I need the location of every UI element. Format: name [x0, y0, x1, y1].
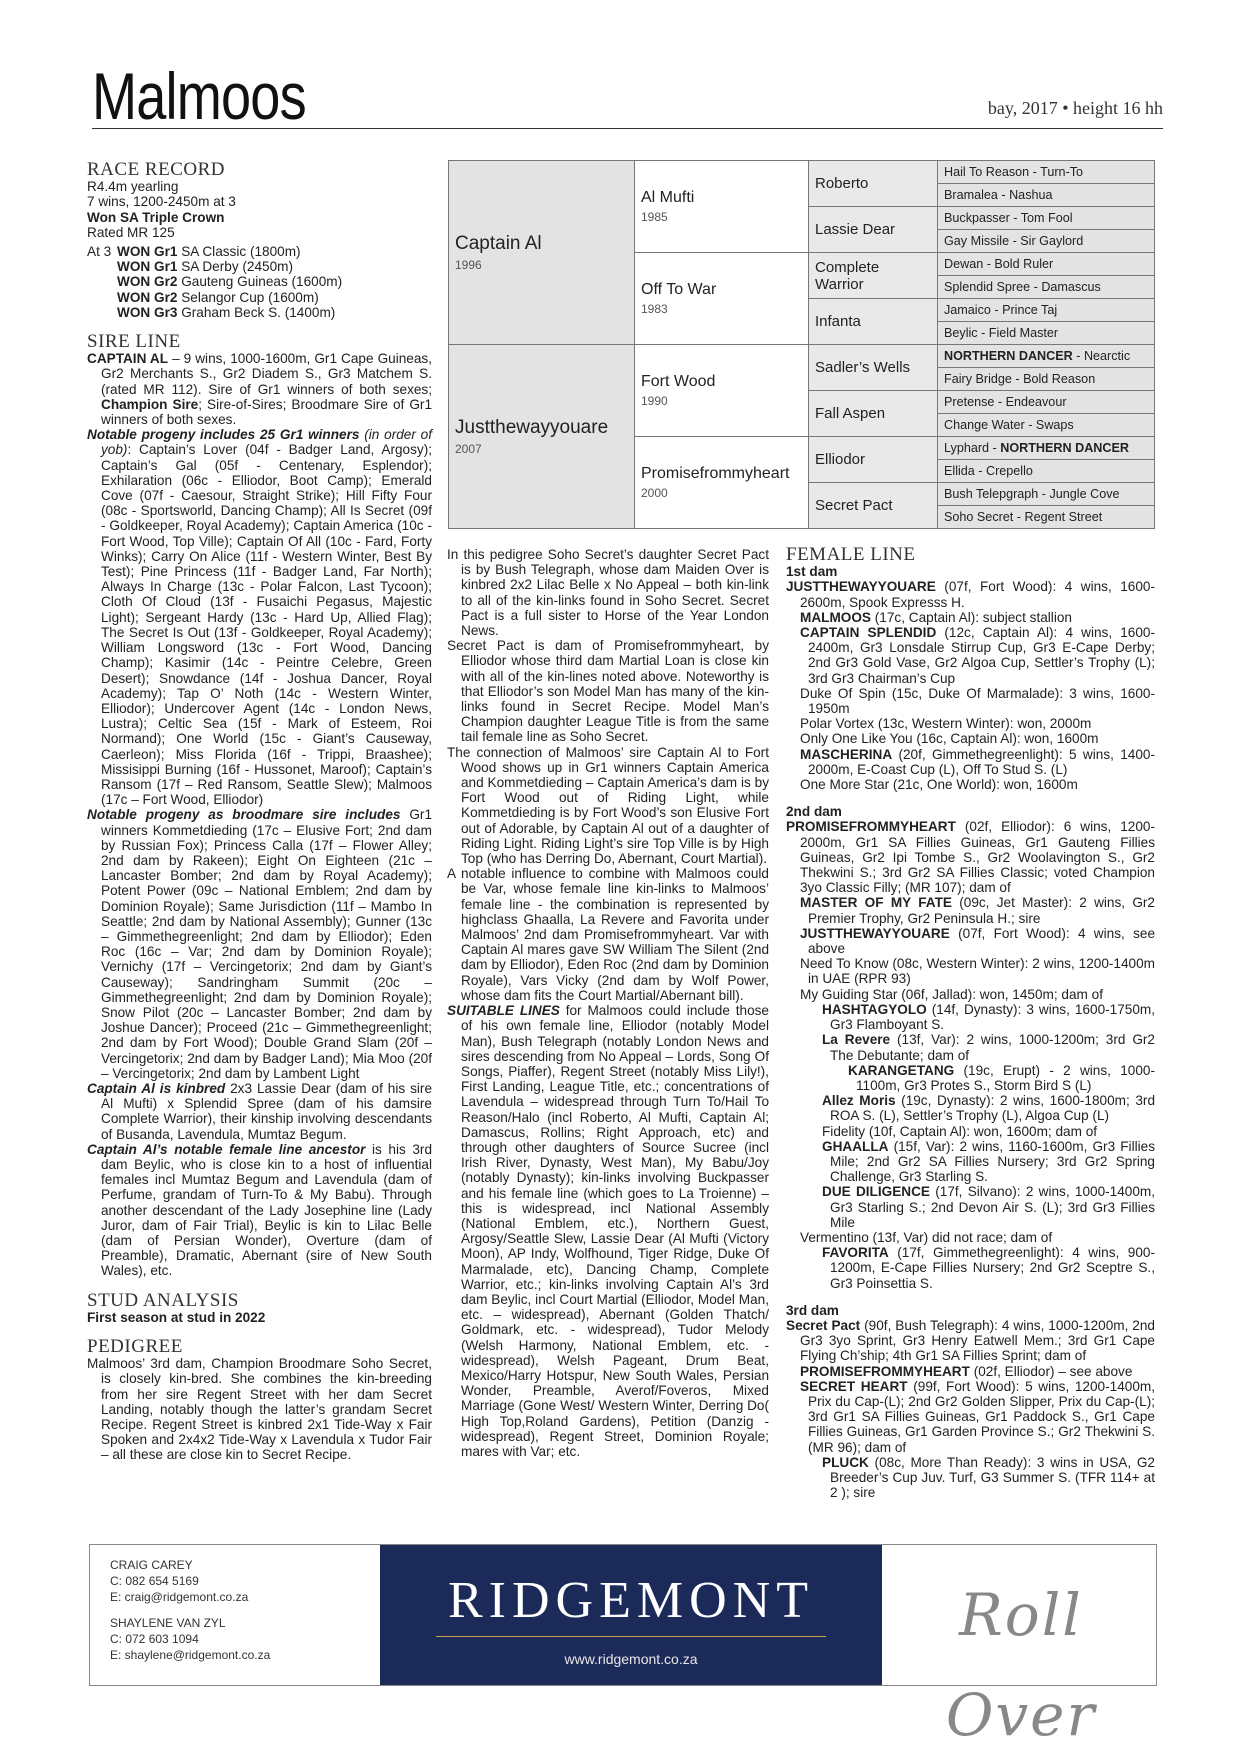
- broodmare-lead: Notable progeny as broodmare sire includes: [87, 807, 401, 823]
- sire-line-heading: SIRE LINE: [87, 331, 181, 353]
- grade: WON Gr2: [117, 274, 178, 290]
- ancestor-cell: [938, 414, 1155, 437]
- horse-record: (12c, Captain Al): 4 wins, 1600-2400m, Gr3 Lonsdale Stirrup Cup, Gr3 E-Cape Derby; 2nd Gr3 Gold Vase, Gr2 Algoa Cup, Settler’s Trophy (L); 3rd Gr3 Chairman’s Cup: [808, 625, 1155, 686]
- great-grandparent-cell: [809, 345, 938, 391]
- ancestor-name: Pretense - Endeavour: [944, 395, 1067, 409]
- great-grandparent-cell: [809, 253, 938, 299]
- ancestor-name: Fairy Bridge - Bold Reason: [944, 372, 1096, 386]
- pedigree-heading: PEDIGREE: [87, 1336, 183, 1358]
- horse-record: (08c, More Than Ready): 3 wins in USA, G2 Breeder’s Cup Juv. Turf, G3 Summer S. (TFR 114+ at 2 ); sire: [830, 1454, 1155, 1501]
- second-dam-list: [786, 819, 1155, 1290]
- horse-record: Need To Know (08c, Western Winter): 2 wins, 1200-1400m in UAE (RPR 93): [800, 956, 1155, 987]
- contacts: [110, 1557, 270, 1663]
- at3-label: At 3: [87, 244, 112, 260]
- female-line-column: [786, 544, 1156, 1501]
- dam-heading: 3rd dam: [786, 1302, 839, 1318]
- great-grandparent-cell: [809, 299, 938, 345]
- pedigree-section: [87, 1336, 432, 1463]
- contact-name: SHAYLENE VAN ZYL: [110, 1616, 226, 1630]
- ancestor-name: Beylic - Field Master: [944, 326, 1059, 340]
- page-title: Malmoos: [92, 59, 306, 133]
- horse-name: FAVORITA: [822, 1245, 889, 1261]
- race-record-section: [87, 159, 432, 320]
- broodmare-list: Gr1 winners Kommetdieding (17c – Elusive Fort; 2nd dam by Russian Fox); Princess Calla (17f – Flower Alley; 2nd dam by Rakeen); Eight On Eighteen (21c – Lancaster Bomber; 2nd dam by Royal Academy); Potent Power (09c – National Emblem; 2nd dam by Dominion Royale); Same Jurisdiction (11f – Mambo In Seattle; 2nd dam by National Assembly); Gunner (13c – Gimmethegreenlight; 2nd dam by Elliodor); Eden Roc (16c – Var; 2nd dam by Dominion Royale); Vernichy (17f – Vercingetorix; 2nd dam by Giant’s Causeway); Sandringham Summit (20c – Gimmethegreenlight; 2nd dam by Dominion Royale); Snow Pilot (20c – Lancaster Bomber; 2nd dam by Joshue Dancer); Proceed (21c – Gimmethegreenlight; 2nd dam by Fort Wood); Double Grand Slam (20f – Vercingetorix; 2nd dam by Badger Land); Mia Moo (20f – Vercingetorix; 2nd dam by Lambent Light: [101, 807, 432, 1081]
- grade: WON Gr1: [117, 244, 178, 260]
- great-grandparent-cell: [809, 391, 938, 437]
- horse-record: (17f, Gimmethegreenlight): 4 wins, 900-1200m, E-Cape Fillies Nursery; 2nd Gr2 Sceptre S., Gr3 Poinsettia S.: [830, 1245, 1155, 1291]
- horse-name: DUE DILIGENCE: [822, 1184, 930, 1200]
- race-name: SA Classic (1800m): [177, 244, 301, 260]
- great-grandparent-cell-name: Lassie Dear: [815, 221, 896, 238]
- ancestor-name: Gay Missile - Sir Gaylord: [944, 234, 1084, 248]
- female-line-entry: [786, 579, 1155, 609]
- race-win: [117, 305, 342, 320]
- contact-name: CRAIG CAREY: [110, 1558, 193, 1572]
- sire-name: CAPTAIN AL: [87, 351, 169, 367]
- sire-dam-cell: [449, 161, 635, 345]
- ancestor-sire: NORTHERN DANCER: [1000, 441, 1129, 455]
- race-name: SA Derby (2450m): [177, 259, 294, 275]
- grandparent-cell: [635, 161, 809, 253]
- horse-name: CAPTAIN SPLENDID: [800, 625, 937, 641]
- horse-record: (13f, Var): 2 wins, 1000-1200m; 3rd Gr2 The Debutante; dam of: [830, 1032, 1155, 1063]
- horse-record: My Guiding Star (06f, Jallad): won, 1450m; dam of: [800, 986, 1103, 1002]
- race-record-line: 7 wins, 1200-2450m at 3: [87, 194, 236, 210]
- ancestor-cell: [938, 506, 1155, 529]
- female-line-entry: [786, 625, 1155, 686]
- ancestor-name: Change Water - Swaps: [944, 418, 1074, 432]
- race-win: [117, 274, 342, 289]
- grandparent-cell-year: 1990: [641, 394, 668, 408]
- grandparent-cell-year: 1983: [641, 302, 668, 316]
- horse-name: SECRET HEART: [800, 1378, 908, 1394]
- ancestor-cell: [938, 253, 1155, 276]
- horse-name: PLUCK: [822, 1454, 869, 1470]
- female-line-entry: [786, 987, 1155, 1002]
- ancestor-cell: [938, 345, 1155, 368]
- ancestor-lead: Captain Al’s notable female line ancestor: [87, 1141, 366, 1157]
- pedigree-table: [448, 160, 1155, 529]
- ancestor-cell: [938, 230, 1155, 253]
- horse-record: (90f, Bush Telegraph): 4 wins, 1000-1200m, 2nd Gr3 3yo Sprint, Gr3 Henry Eatwell Mem.; 3rd Gr1 Cape Flying Ch’ship; 4th Gr1 SA Fillies Sprint; dam of: [800, 1317, 1155, 1364]
- ancestor-paragraph: [87, 1142, 432, 1279]
- female-line-entry: [786, 1002, 1155, 1032]
- suitable-lines-paragraph: [447, 1003, 769, 1459]
- wins-list: [117, 244, 342, 320]
- horse-name: PROMISEFROMMYHEART: [800, 1363, 970, 1379]
- female-line-entry: [786, 1318, 1155, 1364]
- ancestor-text: is his 3rd dam Beylic, who is close kin to a host of influential females incl Mumtaz Begum and Lavendula (dam of Perfume, grandam of Turn-To & My Babu). Through another descendant of the Lady Josephine line (Lady Juror, dam of Fair Trial), Beylic is kin to Lilac Belle (dam of Persian Wonder), Overture (dam of Preamble), Dramatic, Abernant (sire of New South Wales), etc.: [101, 1141, 433, 1279]
- ancestor-name: Splendid Spree - Damascus: [944, 280, 1101, 294]
- great-grandparent-cell-name: Infanta: [815, 313, 861, 330]
- female-line-entry: [786, 1364, 1155, 1379]
- horse-record: (20f, Gimmethegreenlight): 5 wins, 1400-2000m, E-Coast Cup (L), Off To Stud S. (L): [808, 746, 1155, 777]
- analysis-paragraph: Secret Pact is dam of Promisefrommyheart, by Elliodor whose third dam Martial Loan is close kin with all of the kin-lines noted above. Noteworthy is that Elliodor’s son Model Man has many of the kin-links found in Secret Recipe. Model Man’s Champion daughter League Title is from the same tail female line as Soho Secret.: [447, 638, 769, 745]
- female-line-entry: [786, 777, 1155, 792]
- female-line-entry: [786, 895, 1155, 925]
- analysis-paragraph: A notable influence to combine with Malmoos could be Var, whose female line kin-links to Malmoos’ female line - the combination is represented by highclass Ghaalla, La Revere and Favorita under Malmoos’ 2nd dam Promisefrommyheart. Var with Captain Al mares gave SW William The Silent (2nd dam by Elliodor), Eden Roc (2nd dam by Dominion Royale), Vars Vicky (2nd dam by Wolf Power, whose dam fits the Court Martial/Abernant bill).: [447, 866, 769, 1003]
- signature-logo: Roll Over: [945, 1581, 1097, 1749]
- horse-record: (17c, Captain Al): subject stallion: [870, 609, 1072, 625]
- ancestor-name: Jamaico - Prince Taj: [944, 303, 1058, 317]
- middle-column: [447, 547, 769, 1459]
- sire-dam-cell-name: Justthewayyouare: [455, 417, 609, 438]
- great-grandparent-cell: [809, 207, 938, 253]
- ancestor-cell: [938, 207, 1155, 230]
- ancestor-cell: [938, 483, 1155, 506]
- horse-record: (19c, Erupt) - 2 wins, 1000-1100m, Gr3 Protes S., Storm Bird S (L): [856, 1062, 1155, 1093]
- sire-line-section: [87, 331, 433, 1279]
- ancestor-cell: [938, 391, 1155, 414]
- contact-phone: C: 082 654 5169: [110, 1574, 199, 1588]
- grandparent-cell-name: Al Mufti: [641, 189, 695, 206]
- grade: WON Gr1: [117, 259, 178, 275]
- suitable-lines-text: for Malmoos could include those of his own female line, Elliodor (notably Model Man), Bush Telegraph (notably London News and sires descending from No Appeal – Lords, Song Of Songs, Piaffer), Regent Street (notably Miss Lily!), First Landing, League Title, etc.; concentrations of Lavendula – widespread through Turn To/Hail To Reason/Halo (incl Roberto, Al Mufti, Captain Al; Damascus, Rollins; Right Approach, etc) and through other daughters of Source Sucree (incl Irish River, Dynasty, West Man), My Babu/Joy (notably Dynasty); kin-links involving Buckpasser and his female line (which goes to La Troienne) – this is widespread, incl National Assembly (National Emblem, etc.), Northern Guest, Argosy/Seattle Slew, Lassie Dear (Al Mufti (Victory Moon), AP Indy, Wolfhound, Tiger Ridge, Duke Of Marmalade, etc), Dancing Champ, Complete Warrior, etc.; kin-links involving Captain Al’s 3rd dam Beylic, incl Court Martial (Elliodor, Model Man, etc. – widespread), Abernant (Golden Thatch/ Goldmark, etc. - widespread), Tudor Melody (Welsh Harmony, National Emblem, etc. - widespread), Welsh Pageant, Drum Beat, Mexico/Harry Hotspur, New South Wales, Persian Wonder, Preamble, Averof/Foveros, Mixed Marriage (Gone West/ Western Winter, Derring Do( High Top,Roland Gardens), Petition (Danzig - widespread), Regent Street, Dominion Royale; mares with Var; etc.: [461, 1003, 769, 1459]
- horse-name: Secret Pact: [786, 1317, 861, 1333]
- ridgemont-logo-block: [380, 1545, 882, 1685]
- left-column: [87, 159, 433, 1477]
- race-wins: [87, 244, 432, 320]
- sire-dam-cell-name: Captain Al: [455, 233, 542, 254]
- great-grandparent-cell-name: Elliodor: [815, 451, 866, 468]
- horse-name: GHAALLA: [822, 1138, 889, 1154]
- kinbred-paragraph: [87, 1081, 432, 1142]
- ancestor-name: Dewan - Bold Ruler: [944, 257, 1054, 271]
- brand-logo: RIDGEMONT: [448, 1572, 814, 1629]
- grandparent-cell-year: 1985: [641, 210, 668, 224]
- pedigree-text: Malmoos’ 3rd dam, Champion Broodmare Soho Secret, is closely kin-bred. She combines the kin-breeding from her sire Regent Street with her dam Secret Landing, notably though the latter’s grandam Secret Recipe. Regent Street is kinbred 2x1 Tide-Way x Fair Spoken and 2x4x2 Tide-Way x Lavendula x Tudor Fair – all these are close kin to Secret Recipe.: [87, 1356, 432, 1463]
- female-line-entry: [786, 1032, 1155, 1062]
- race-name: Gauteng Guineas (1600m): [177, 274, 343, 290]
- horse-name: MASCHERINA: [800, 746, 893, 762]
- sire-dam-cell: [449, 345, 635, 529]
- grandparent-cell-name: Off To War: [641, 281, 717, 298]
- ancestor-name: NORTHERN DANCER: [944, 349, 1073, 363]
- ancestor-cell: [938, 460, 1155, 483]
- ancestor-name: Soho Secret - Regent Street: [944, 510, 1103, 524]
- ancestor-name: Buckpasser - Tom Fool: [944, 211, 1073, 225]
- female-line-entry: [786, 956, 1155, 986]
- horse-description: bay, 2017 • height 16 hh: [987, 98, 1163, 118]
- horse-name: HASHTAGYOLO: [822, 1001, 927, 1017]
- horse-record: Only One Like You (16c, Captain Al): won, 1600m: [800, 731, 1099, 747]
- horse-record: Vermentino (13f, Var) did not race; dam of: [800, 1229, 1053, 1245]
- great-grandparent-cell-name: Fall Aspen: [815, 405, 886, 422]
- champion-sire: Champion Sire: [101, 396, 199, 412]
- female-line-entry: [786, 686, 1155, 716]
- logo-underline: [436, 1636, 826, 1637]
- header-rule: [92, 128, 1163, 129]
- footer-banner: [89, 1544, 1157, 1749]
- female-line-entry: [786, 610, 1155, 625]
- first-dam-list: [786, 579, 1155, 792]
- grandparent-cell: [635, 345, 809, 437]
- kinbred-lead: Captain Al is kinbred: [87, 1080, 226, 1096]
- horse-name: PROMISEFROMMYHEART: [786, 819, 956, 835]
- horse-record: (07f, Fort Wood): 4 wins, see above: [808, 925, 1155, 957]
- great-grandparent-cell-name: Roberto: [815, 175, 869, 192]
- triple-crown: Won SA Triple Crown: [87, 209, 225, 225]
- ancestor-cell: [938, 184, 1155, 207]
- website-link[interactable]: www.ridgemont.co.za: [564, 1651, 698, 1667]
- female-line-entry: [786, 1139, 1155, 1185]
- sire-text: – 9 wins, 1000-1600m, Gr1 Cape Guineas, Gr2 Merchants S., Gr2 Diadem S., Gr3 Matchem S. (rated MR 112). Sire of Gr1 winners of both sexes;: [101, 351, 432, 397]
- female-line-entry: [786, 1063, 1155, 1093]
- sire-dam-cell-year: 2007: [455, 442, 482, 456]
- rating: Rated MR 125: [87, 224, 175, 240]
- analysis-paragraph: The connection of Malmoos’ sire Captain Al to Fort Wood shows up in Gr1 winners Captain America and Kommetdieding – Captain America’s dam is by Fort Wood out of Riding Light, while Kommetdieding is by Fort Wood’s son Elusive Fort out of Adorable, by Captain Al out of a daughter of Riding Light. Riding Light’s sire Top Ville is by High Top (who has Derring Do, Abernant, Court Martial).: [447, 744, 769, 867]
- ancestor-name: Ellida - Crepello: [944, 464, 1033, 478]
- horse-record: (17f, Silvano): 2 wins, 1000-1400m, Gr3 Starling S.; 2nd Devon Air S. (L); 3rd Gr3 Fillies Mile: [830, 1184, 1155, 1230]
- ancestor-cell: [938, 276, 1155, 299]
- grade: WON Gr2: [117, 289, 178, 305]
- ancestor-cell: [938, 299, 1155, 322]
- grandparent-cell: [635, 253, 809, 345]
- broodmare-paragraph: [87, 807, 432, 1081]
- grandparent-cell-name: Promisefrommyheart: [641, 465, 790, 482]
- great-grandparent-cell: [809, 483, 938, 529]
- horse-record: (02f, Elliodor) – see above: [969, 1363, 1133, 1379]
- female-line-entry: [786, 1184, 1155, 1230]
- contact-email[interactable]: E: shaylene@ridgemont.co.za: [110, 1648, 271, 1662]
- female-line-entry: [786, 819, 1155, 895]
- grandparent-cell: [635, 437, 809, 529]
- horse-record: Duke Of Spin (15c, Duke Of Marmalade): 3 wins, 1600-1950m: [800, 685, 1155, 717]
- ancestor-name: Hail To Reason - Turn-To: [944, 165, 1084, 179]
- ancestor-name: Bramalea - Nashua: [944, 188, 1053, 202]
- ancestor-name: Bush Telepgraph - Jungle Cove: [944, 487, 1120, 501]
- stud-heading: STUD ANALYSIS: [87, 1289, 239, 1311]
- ancestor-cell: [938, 322, 1155, 345]
- dam-heading: 1st dam: [786, 564, 838, 580]
- female-line-entry: [786, 1455, 1155, 1501]
- horse-name: Allez Moris: [822, 1093, 896, 1109]
- sire-text: ; Sire-of-Sires; Broodmare Sire of Gr1 winners of both sexes.: [101, 396, 433, 428]
- grandparent-cell-year: 2000: [641, 486, 668, 500]
- stud-text: First season at stud in 2022: [87, 1309, 266, 1325]
- contact-email[interactable]: E: craig@ridgemont.co.za: [110, 1590, 249, 1604]
- horse-record: (09c, Jet Master): 2 wins, Gr2 Premier Trophy, Gr2 Peninsula H.; sire: [808, 895, 1155, 926]
- analysis-paragraph: In this pedigree Soho Secret’s daughter Secret Pact is by Bush Telegraph, whose dam Maiden Over is kinbred 2x2 Lilac Belle x No Appeal – both kin-link to all of the kin-links found in Soho Secret. Secret Pact is a full sister to Horse of the Year London News.: [447, 547, 769, 639]
- ancestor-cell: [938, 368, 1155, 391]
- sire-paragraph: [87, 351, 432, 427]
- suitable-lines-lead: SUITABLE LINES: [447, 1003, 560, 1019]
- female-line-entry: [786, 1230, 1155, 1245]
- progeny-paragraph: [87, 427, 432, 807]
- horse-record: (02f, Elliodor): 6 wins, 1200-2000m, Gr1 SA Fillies Guineas, Gr1 Gauteng Fillies Guineas, Gr2 Ipi Tombe S., Gr2 Woolavington S., Gr2 Thekwini S.; 3rd Gr2 SA Fillies Classic; voted Champion 3yo Classic Filly; (MR 107); dam of: [800, 819, 1155, 896]
- race-name: Selangor Cup (1600m): [177, 289, 319, 305]
- ancestor-name: Lyphard -: [944, 441, 1001, 455]
- horse-record: (19c, Dynasty): 2 wins, 1600-1800m; 3rd ROA S. (L), Settler’s Trophy (L), Algoa Cup (L): [830, 1093, 1156, 1124]
- great-grandparent-cell-name: Secret Pact: [815, 497, 893, 514]
- grade: WON Gr3: [117, 304, 178, 320]
- female-line-entry: [786, 731, 1155, 746]
- progeny-note: (in order of yob): [101, 427, 433, 458]
- ancestor-cell: [938, 437, 1155, 460]
- grandparent-cell-name: Fort Wood: [641, 373, 716, 390]
- race-win: [117, 244, 342, 259]
- race-record-heading: RACE RECORD: [87, 159, 225, 180]
- horse-record: Polar Vortex (13c, Western Winter): won, 2000m: [800, 716, 1092, 732]
- contact-phone: C: 072 603 1094: [110, 1632, 199, 1646]
- sire-dam-cell-year: 1996: [455, 258, 482, 272]
- horse-record: (99f, Fort Wood): 5 wins, 1200-1400m, Prix du Cap-(L); 2nd Gr2 Golden Slipper, Prix du Cap-(L); 3rd Gr1 SA Fillies Guineas, Gr1 Paddock S., Gr1 Cape Fillies Guineas, Gr1 Garden Province S.; Gr2 Thekwini S. (MR 96); dam of: [808, 1378, 1155, 1455]
- horse-name: JUSTTHEWAYYOUARE: [800, 925, 950, 941]
- great-grandparent-cell-name: Sadler’s Wells: [815, 359, 911, 376]
- female-line-entry: [786, 1124, 1155, 1139]
- race-win: [117, 259, 342, 274]
- female-line-heading: FEMALE LINE: [786, 544, 916, 565]
- female-line-entry: [786, 1379, 1155, 1455]
- great-grandparent-cell: [809, 161, 938, 207]
- female-line-entry: [786, 1245, 1155, 1291]
- horse-name: JUSTTHEWAYYOUARE: [786, 579, 936, 595]
- horse-record: (14f, Dynasty): 3 wins, 1600-1750m, Gr3 Flamboyant S.: [830, 1001, 1155, 1033]
- horse-record: (15f, Var): 2 wins, 1160-1600m, Gr3 Fillies Mile; 2nd Gr2 SA Fillies Nursery; 3rd Gr2 Spring Challenge, Gr3 Starling S.: [830, 1138, 1155, 1185]
- horse-name: MASTER OF MY FATE: [800, 895, 952, 911]
- great-grandparent-cell: [809, 437, 938, 483]
- horse-name: La Revere: [822, 1032, 891, 1048]
- horse-record: One More Star (21c, One World): won, 1600m: [800, 777, 1078, 793]
- female-line-entry: [786, 926, 1155, 956]
- horse-record: Fidelity (10f, Captain Al): won, 1600m; dam of: [822, 1123, 1098, 1139]
- third-dam-list: [786, 1318, 1155, 1500]
- progeny-lead: Notable progeny includes 25 Gr1 winners: [87, 427, 360, 443]
- progeny-list: : Captain’s Lover (04f - Badger Land, Argosy); Captain’s Gal (05f - Centenary, Esplendor); Exhilaration (06c - Elliodor, Boot Camp); Emerald Cove (07f - Caesour, Straight Strike); Hill Fifty Four (08c - Sportsworld, Dancing Champ); All Is Secret (09f - Goldkeeper, Royal Academy); Captain America (10c - Fort Wood, Top Ville); Captain Of All (10c - Fard, Forty Winks); Carry On Alice (11f - Western Winter, Best By Test); Pine Princess (11f - Badger Land, Far North); Always In Charge (13c - Polar Falcon, Last Tycoon); Cloth Of Cloud (13f - Fusaichi Pegasus, Majestic Light); Sergeant Hardy (13c - Hard Up, Allied Flag); The Secret Is Out (13f - Goldkeeper, Royal Academy); William Longsword (13c - Fort Wood, Dancing Champ); Kasimir (14c - Peintre Celebre, Green Desert); Snowdance (14f - Joshua Dancer, Royal Academy); Tap O’ Noth (14c - Western Winter, Elliodor); Undercover Agent (14c - London News, Lustra); Celtic Sea (15f - Mark of Esteem, Roi Normand); One World (15c - Giant’s Causeway, Caerleon); Miss Florida (16f - Trippi, Braashee); Missisippi Burning (16f - Hussonet, Maroof); Captain’s Ransom (17f – Red Ransom, Seattle Slew); Malmoos (17c – Fort Wood, Elliodor): [101, 442, 432, 808]
- dam-heading: 2nd dam: [786, 804, 842, 820]
- horse-record: (07f, Fort Wood): 4 wins, 1600-2600m, Spook Expresss H.: [800, 579, 1155, 610]
- horse-name: MALMOOS: [800, 609, 871, 625]
- ancestor-cell: [938, 161, 1155, 184]
- race-record-line: R4.4m yearling: [87, 179, 179, 195]
- ancestor-sire: - Nearctic: [1072, 349, 1131, 363]
- race-name: Graham Beck S. (1400m): [177, 304, 336, 320]
- female-line-entry: [786, 747, 1155, 777]
- race-win: [117, 290, 342, 305]
- female-line-entry: [786, 1093, 1155, 1123]
- stud-analysis-section: [87, 1289, 432, 1325]
- great-grandparent-cell-name: Complete Warrior: [815, 258, 880, 293]
- female-line-entry: [786, 716, 1155, 731]
- horse-name: KARANGETANG: [848, 1062, 955, 1078]
- kinbred-text: 2x3 Lassie Dear (dam of his sire Al Mufti) x Splendid Spree (dam of his damsire Complete Warrior), their kinship involving descendants of Busanda, Lavendula, Mumtaz Begum.: [101, 1080, 433, 1142]
